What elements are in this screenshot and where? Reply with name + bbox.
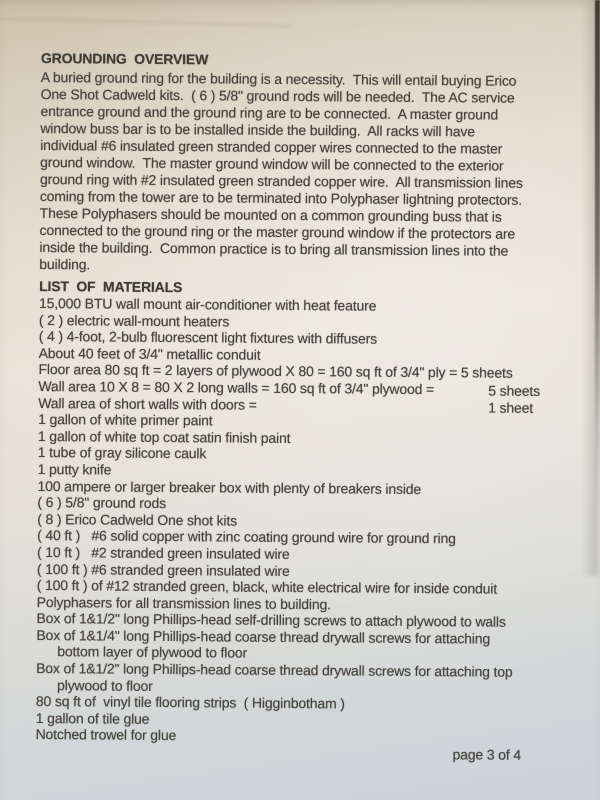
overview-line: inside the building. Common practice is to bring all transmission lines into the bbox=[39, 238, 509, 259]
materials-item-text: bottom layer of plywood to floor bbox=[57, 643, 248, 662]
materials-item-text: ( 100 ft ) #6 stranded green insulated wire bbox=[36, 560, 290, 579]
materials-item-text: plywood to floor bbox=[56, 676, 153, 694]
page-content bbox=[35, 50, 576, 763]
paper-crease bbox=[0, 17, 292, 27]
materials-item-text: Wall area of short walls with doors = bbox=[38, 394, 257, 413]
overview-line: building. bbox=[39, 255, 91, 273]
materials-item-text: 1 gallon of white primer paint bbox=[38, 411, 213, 429]
overview-paragraph bbox=[39, 69, 576, 277]
materials-list bbox=[36, 295, 575, 747]
materials-item-text: ( 2 ) electric wall-mount heaters bbox=[38, 311, 230, 330]
materials-item-text: ( 100 ft ) of #12 stranded green, black, white electrical wire for inside conduit bbox=[36, 577, 498, 597]
overview-line: ground ring with #2 insulated green stranded copper wire. All transmission lines bbox=[39, 170, 523, 191]
materials-item-text: 1 gallon of tile glue bbox=[35, 709, 150, 727]
materials-item-text: 80 sq ft of vinyl tile flooring strips ( Higginbotham ) bbox=[35, 693, 345, 712]
overview-line: window buss bar is to be installed inside the building. All racks will have bbox=[40, 119, 475, 140]
overview-line: ground window. The master ground window will be connected to the exterior bbox=[40, 153, 504, 174]
materials-item-text: Floor area 80 sq ft = 2 layers of plywood X 80 = 160 sq ft of 3/4" ply = 5 sheets bbox=[38, 361, 513, 382]
materials-item-text: Notched trowel for glue bbox=[35, 726, 177, 744]
overview-line: coming from the tower are to be terminated into Polyphaser lightning protectors. bbox=[39, 187, 523, 208]
overview-line: entrance ground and the ground ring are to be connected. A master ground bbox=[40, 102, 499, 123]
materials-item-text: 1 putty knife bbox=[37, 460, 112, 478]
materials-item-text: Box of 1&1/2" long Phillips-head self-drilling screws to attach plywood to walls bbox=[36, 610, 506, 630]
page-number: page 3 of 4 bbox=[452, 746, 521, 763]
materials-item-text: Wall area 10 X 8 = 80 X 2 long walls = 160 sq ft of 3/4" plywood = bbox=[38, 377, 435, 398]
materials-item-text: ( 40 ft ) #6 solid copper with zinc coating ground wire for ground ring bbox=[37, 527, 456, 547]
materials-item-text: Box of 1&1/2" long Phillips-head coarse thread drywall screws for attaching top bbox=[36, 660, 513, 680]
section-heading-list-of-materials: LIST OF MATERIALS bbox=[39, 277, 183, 296]
materials-item-text: 1 tube of gray silicone caulk bbox=[37, 444, 207, 462]
materials-item bbox=[36, 726, 571, 747]
sheet-count: 1 sheet bbox=[488, 399, 534, 416]
overview-line: These Polyphasers should be mounted on a common grounding buss that is bbox=[39, 204, 502, 225]
materials-item-text: Polyphasers for all transmission lines to building. bbox=[36, 593, 332, 612]
materials-item-text: ( 8 ) Erico Cadweld One shot kits bbox=[37, 510, 238, 529]
overview-line: individual #6 insulated green stranded copper wires connected to the master bbox=[40, 136, 503, 157]
materials-item-text: ( 4 ) 4-foot, 2-bulb fluorescent light fixtures with diffusers bbox=[38, 328, 378, 347]
materials-item-text: Box of 1&1/4" long Phillips-head coarse thread drywall screws for attaching bbox=[36, 626, 491, 647]
sheet-count: 5 sheets bbox=[488, 382, 541, 399]
paper-edge-shadow bbox=[595, 0, 600, 512]
materials-item-text: 1 gallon of white top coat satin finish paint bbox=[37, 427, 291, 446]
materials-item-text: 100 ampere or larger breaker box with plenty of breakers inside bbox=[37, 477, 422, 497]
materials-item-text: ( 6 ) 5/8" ground rods bbox=[37, 494, 167, 512]
overview-line: A buried ground ring for the building is a necessity. This will entail buying Erico bbox=[40, 68, 517, 89]
materials-item-text: ( 10 ft ) #2 stranded green insulated wire bbox=[36, 543, 290, 562]
overview-line: One Shot Cadweld kits. ( 6 ) 5/8" ground rods will be needed. The AC service bbox=[40, 85, 515, 106]
overview-line: connected to the ground ring or the master ground window if the protectors are bbox=[39, 221, 516, 242]
materials-item-text: 15,000 BTU wall mount air-conditioner with heat feature bbox=[38, 294, 377, 314]
section-heading-grounding-overview: GROUNDING OVERVIEW bbox=[40, 50, 209, 68]
materials-item-text: About 40 feet of 3/4" metallic conduit bbox=[38, 344, 261, 363]
